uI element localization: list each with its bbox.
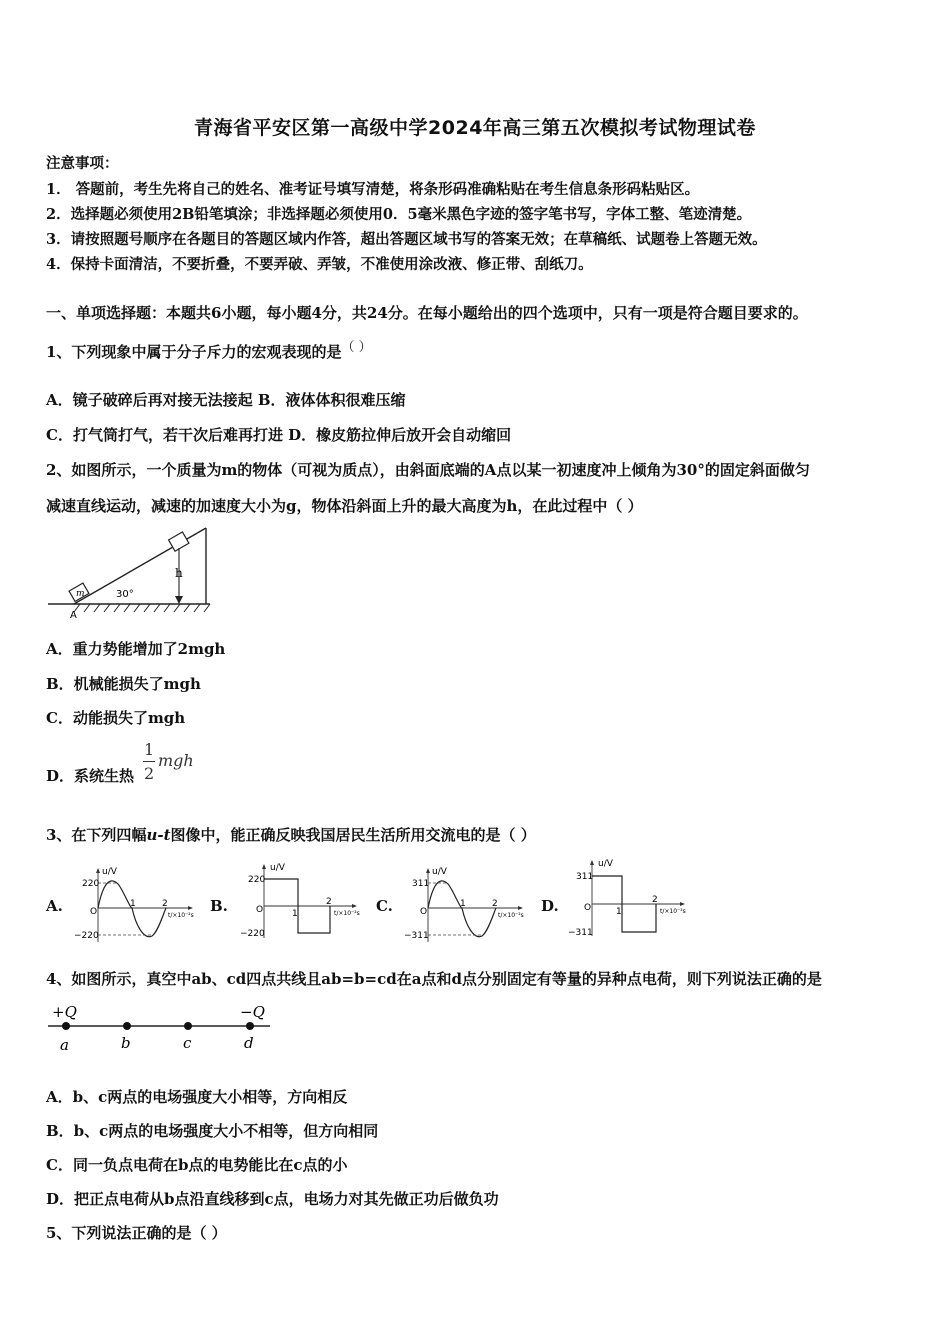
charges-figure	[44, 998, 274, 1056]
svg-text:b: b	[121, 1034, 131, 1052]
q4-option-d: D．把正点电荷从b点沿直线移到c点，电场力对其先做正功后做负功	[46, 1190, 499, 1208]
svg-text:t/×10⁻²s: t/×10⁻²s	[498, 912, 524, 919]
svg-text:u/V: u/V	[102, 867, 117, 877]
angle-label: 30°	[116, 589, 134, 600]
height-label: h	[175, 566, 183, 580]
q3-stem-var: u-t	[146, 826, 171, 844]
q2-option-a: A．重力势能增加了2mgh	[46, 640, 226, 658]
q4-option-c: C．同一负点电荷在b点的电势能比在c点的小	[46, 1156, 348, 1174]
q3-stem	[46, 824, 536, 845]
note-item-4: 4．保持卡面清洁，不要折叠，不要弄破、弄皱，不准使用涂改液、修正带、刮纸刀。	[46, 256, 593, 273]
note-item-3: 3．请按照题号顺序在各题目的答题区域内作答，超出答题区域书写的答案无效；在草稿纸、试题卷上答题无效。	[46, 231, 767, 248]
q3-label-c: C.	[376, 897, 393, 915]
charge-d-label: −Q	[240, 1003, 265, 1021]
svg-text:311: 311	[576, 872, 594, 882]
q1-options-2: C．打气筒打气，若干次后难再打进 D．橡皮筋拉伸后放开会自动缩回	[46, 426, 512, 444]
svg-text:u/V: u/V	[270, 863, 285, 873]
svg-text:u/V: u/V	[432, 867, 447, 877]
note-item-1: 1． 答题前，考生先将自己的姓名、准考证号填写清楚，将条形码准确粘贴在考生信息条形码粘贴区。	[46, 181, 700, 198]
q3-stem-post: 图像中，能正确反映我国居民生活所用交流电的是（ ）	[170, 826, 536, 844]
point-a-label: A	[70, 610, 77, 621]
q2-stem-1: 2、如图所示，一个质量为m的物体（可视为质点），由斜面底端的A点以某一初速度冲上倾角为30°的固定斜面做匀	[46, 461, 810, 479]
svg-text:311: 311	[412, 879, 430, 889]
frac-tail: mgh	[158, 751, 194, 770]
svg-text:2: 2	[326, 897, 332, 907]
svg-text:O: O	[90, 907, 98, 917]
q2-option-c: C．动能损失了mgh	[46, 709, 186, 727]
graph-b	[240, 862, 362, 942]
q3-stem-pre: 3、在下列四幅	[46, 826, 147, 844]
svg-text:−311: −311	[568, 928, 593, 938]
graph-d	[568, 858, 690, 940]
svg-text:O: O	[256, 905, 264, 915]
q5-stem: 5、下列说法正确的是（ ）	[46, 1224, 227, 1242]
frac-bar	[143, 761, 155, 762]
point-d	[246, 1022, 254, 1030]
mass-label: m	[76, 589, 85, 599]
q4-stem: 4、如图所示，真空中ab、cd四点共线且ab=b=cd在a点和d点分别固定有等量的异种点电荷，则下列说法正确的是	[46, 970, 822, 988]
svg-text:−220: −220	[240, 929, 265, 939]
svg-text:t/×10⁻²s: t/×10⁻²s	[660, 908, 686, 915]
svg-text:2: 2	[652, 895, 658, 905]
q2-stem-2: 减速直线运动，减速的加速度大小为g，物体沿斜面上升的最大高度为h，在此过程中（ ）	[46, 497, 643, 515]
svg-text:t/×10⁻²s: t/×10⁻²s	[334, 910, 360, 917]
frac-numerator: 1	[144, 740, 155, 759]
frac-denominator: 2	[144, 764, 155, 783]
svg-text:1: 1	[460, 899, 466, 909]
svg-text:O: O	[420, 907, 428, 917]
svg-text:1: 1	[292, 909, 298, 919]
svg-text:d: d	[244, 1034, 254, 1052]
graph-c	[404, 866, 526, 946]
q1-stem	[46, 341, 372, 362]
svg-text:220: 220	[82, 879, 100, 889]
svg-text:t/×10⁻²s: t/×10⁻²s	[168, 912, 194, 919]
q1-stem-text: 1、下列现象中属于分子斥力的宏观表现的是	[46, 343, 342, 361]
svg-text:1: 1	[616, 907, 622, 917]
q2-option-b: B．机械能损失了mgh	[46, 675, 201, 693]
charge-a-label: +Q	[52, 1003, 77, 1021]
q3-label-d: D.	[541, 897, 559, 915]
svg-text:c: c	[183, 1034, 192, 1052]
q2-option-d: D．系统生热	[46, 767, 135, 785]
svg-text:−220: −220	[74, 931, 99, 941]
q1-answer-paren: （ ）	[341, 340, 372, 355]
point-c	[184, 1022, 192, 1030]
q3-label-a: A.	[46, 897, 63, 915]
point-b	[123, 1022, 131, 1030]
svg-text:2: 2	[492, 899, 498, 909]
svg-text:−311: −311	[404, 931, 429, 941]
graph-a	[74, 866, 196, 946]
svg-text:1: 1	[130, 899, 136, 909]
note-item-2: 2．选择题必须使用2B铅笔填涂；非选择题必须使用0．5毫米黑色字迹的签字笔书写，字体工整、笔迹清楚。	[46, 206, 752, 223]
notes-heading: 注意事项：	[46, 155, 119, 172]
q1-options-1: A．镜子破碎后再对接无法接起 B．液体体积很难压缩	[46, 391, 406, 409]
svg-text:220: 220	[248, 875, 266, 885]
point-a	[62, 1022, 70, 1030]
svg-text:u/V: u/V	[598, 859, 613, 869]
section-heading: 一、单项选择题：本题共6小题，每小题4分，共24分。在每小题给出的四个选项中，只有一项是符合题目要求的。	[46, 304, 808, 322]
svg-text:2: 2	[162, 899, 168, 909]
page-title: 青海省平安区第一高级中学2024年高三第五次模拟考试物理试卷	[194, 117, 756, 139]
height-arrowhead	[175, 596, 183, 604]
q4-option-a: A．b、c两点的电场强度大小相等，方向相反	[46, 1088, 348, 1106]
q4-option-b: B．b、c两点的电场强度大小不相等，但方向相同	[46, 1122, 379, 1140]
ground-hatching	[74, 604, 210, 612]
svg-text:a: a	[60, 1036, 69, 1054]
incline-figure	[44, 524, 214, 622]
q3-label-b: B.	[210, 897, 228, 915]
svg-text:O: O	[584, 903, 592, 913]
